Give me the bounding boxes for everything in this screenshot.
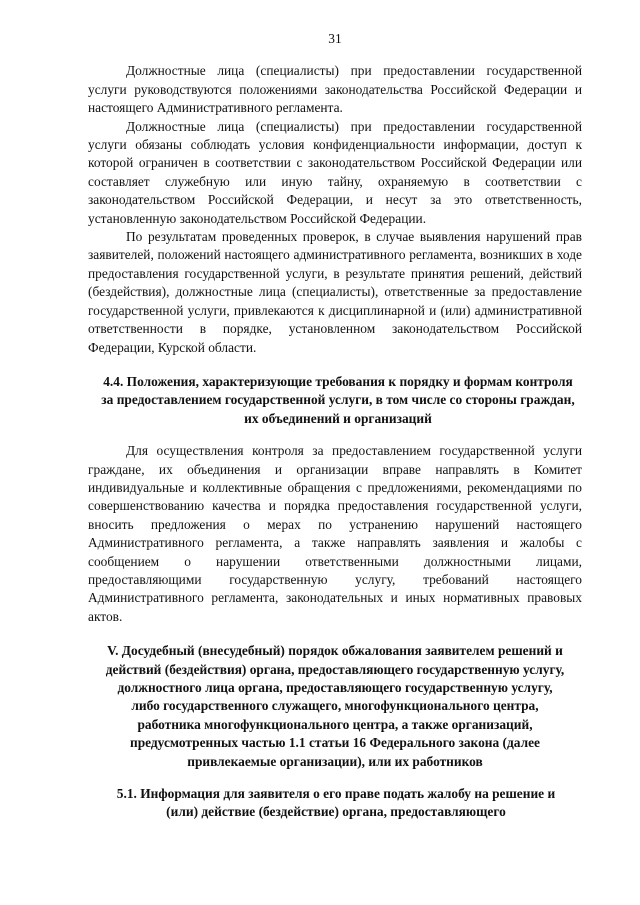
paragraph-citizen-control: Для осуществления контроля за предоставлением государственной услуги граждане, их объединения и организации вправе направлять в Комитет индивидуальные и коллективные обращения с предложениями, рекомендациями по совершенствованию качества и порядка предоставления государственной услуги, вносить предложения о мерах по устранению нарушений настоящего Административного регламента, а также направлять заявления и жалобы с сообщением о нарушении ответственными должностными лицами, предоставляющими государственную услугу, требований настоящего Административного регламента, законодательных и иных нормативных правовых актов. [88, 443, 582, 624]
paragraph-officials-guided: Должностные лица (специалисты) при предоставлении государственной услуги руководствуются положениями законодательства Российской Федерации и настоящего Административного регламента. [88, 63, 582, 116]
page-number: 31 [328, 31, 342, 46]
section-heading-5: V. Досудебный (внесудебный) порядок обжалования заявителем решений и действий (бездействия) органа, предоставляющего государственную услугу, должностного лица органа, предоставляющего государственную услугу, либо государственного служащего, многофункционального центра, работника многофункционального центра, а также организаций, предусмотренных частью 1.1 статьи 16 Федерального закона (далее привлекаемые организации), или их работников [105, 643, 565, 769]
section-heading-4-4: 4.4. Положения, характеризующие требования к порядку и формам контроля за предоставлением государственной услуги, в том числе со стороны граждан, их объединений и организаций [101, 373, 575, 426]
paragraph-confidentiality: Должностные лица (специалисты) при предоставлении государственной услуги обязаны соблюдать условия конфиденциальности информации, доступ к которой ограничен в соответствии с законодательством Российской Федерации или составляет служебную или иную тайну, охраняемую в соответствии с законодательством Российской Федерации, и несут за это ответственность, установленную законодательством Российской Федерации. [88, 118, 582, 226]
paragraph-liability: По результатам проведенных проверок, в случае выявления нарушений прав заявителей, положений настоящего административного регламента, возникших в ходе предоставления государственной услуги, в результате принятия решений, действий (бездействия), должностные лица (специалисты), ответственные за предоставление государственной услуги, привлекаются к дисциплинарной и (или) административной ответственности в порядке, установленном законодательством Российской Федерации, Курской области. [88, 229, 582, 355]
section-heading-5-1: 5.1. Информация для заявителя о его праве подать жалобу на решение и (или) действие (бездействие) органа, предоставляющего [116, 786, 556, 820]
